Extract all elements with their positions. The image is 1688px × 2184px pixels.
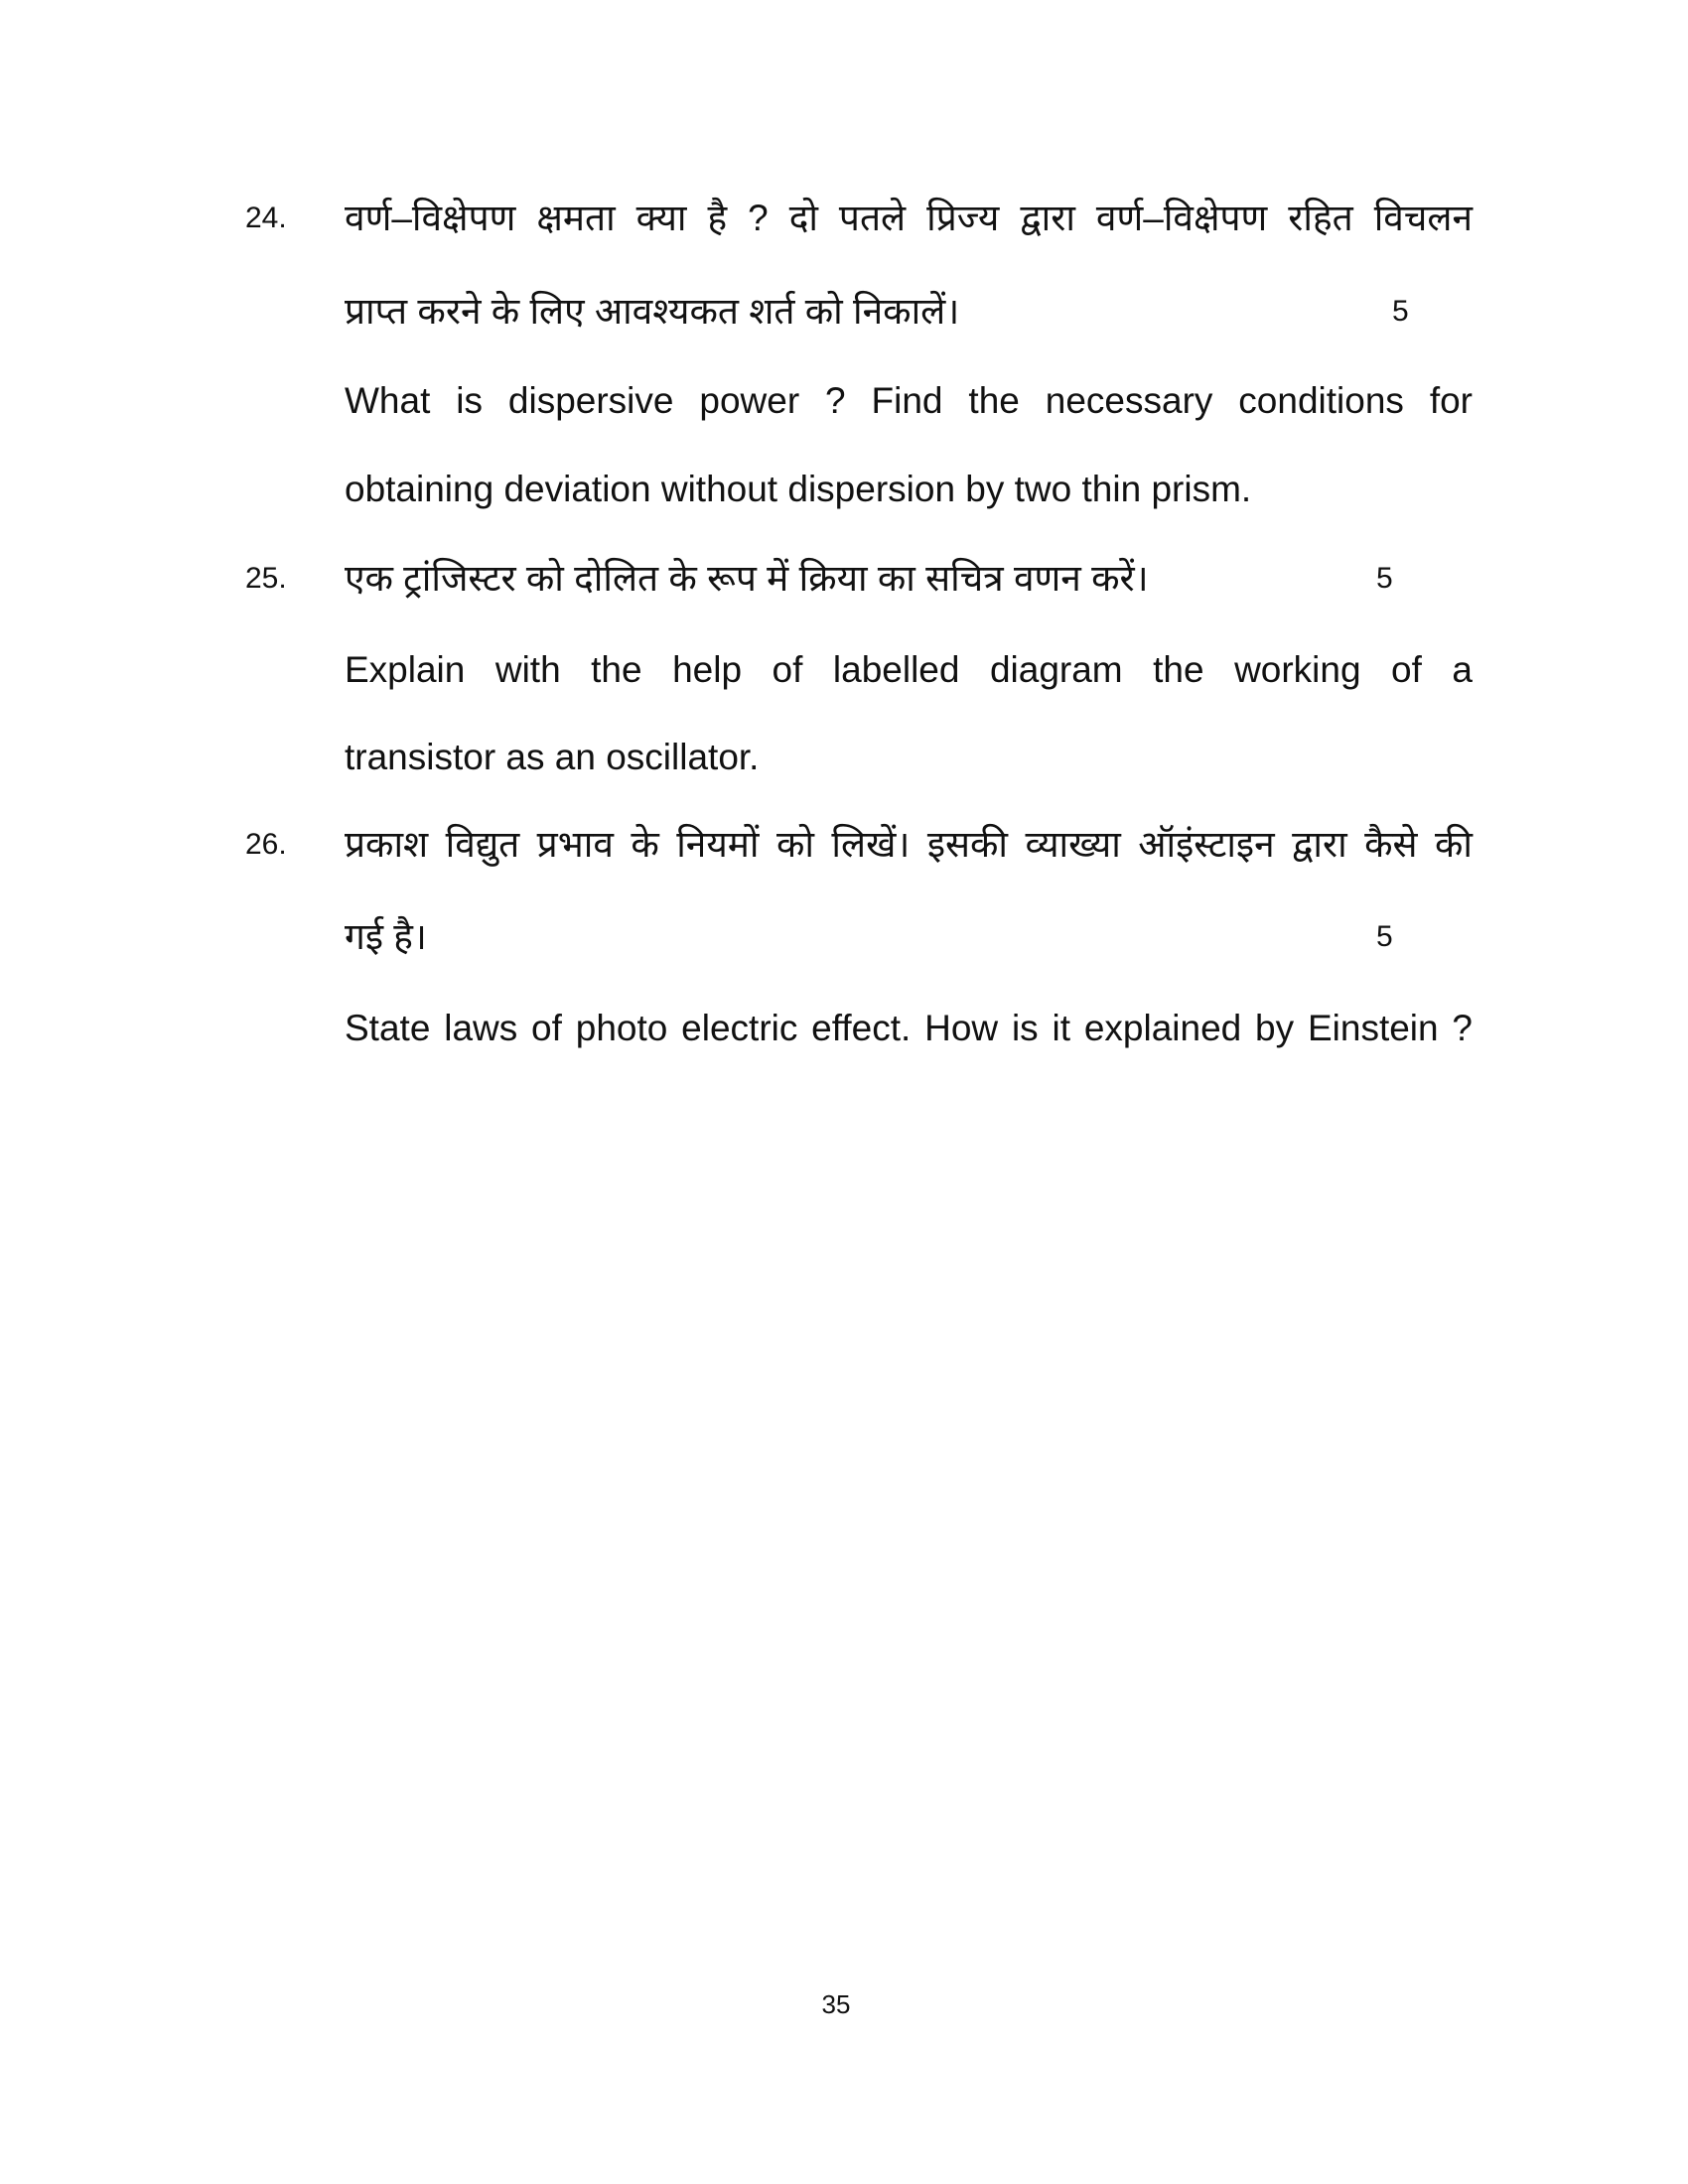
question-english-line: State laws of photo electric effect. How is it explained by Einstein ?	[345, 1008, 1473, 1048]
question-number: 26.	[245, 828, 287, 861]
question-hindi-line: प्रकाश विद्युत प्रभाव के नियमों को लिखें। इसकी व्याख्या ऑइंस्टाइन द्वारा कैसे की	[345, 824, 1473, 865]
question-english-line: transistor as an oscillator.	[345, 737, 760, 777]
question-hindi-line: वर्ण–विक्षेपण क्षमता क्या है ? दो पतले प्रिज्य द्वारा वर्ण–विक्षेपण रहित विचलन	[345, 198, 1473, 238]
question-number: 25.	[245, 562, 287, 595]
question-number: 24.	[245, 202, 287, 234]
question-english-line: Explain with the help of labelled diagram the working of a	[345, 649, 1473, 690]
question-english-line: obtaining deviation without dispersion by two thin prism.	[345, 469, 1252, 509]
question-marks: 5	[1376, 920, 1393, 953]
question-hindi-line: प्राप्त करने के लिए आवश्यकत शर्त को निकालें।	[345, 291, 960, 332]
question-hindi-line: एक ट्रांजिस्टर को दोलित के रूप में क्रिया का सचित्र वणन करें।	[345, 558, 1149, 599]
page-number: 35	[821, 1989, 851, 2019]
question-marks: 5	[1376, 562, 1393, 595]
question-marks: 5	[1392, 295, 1409, 328]
question-english-line: What is dispersive power ? Find the necessary conditions for	[345, 380, 1473, 421]
question-hindi-line: गई है।	[345, 916, 427, 957]
